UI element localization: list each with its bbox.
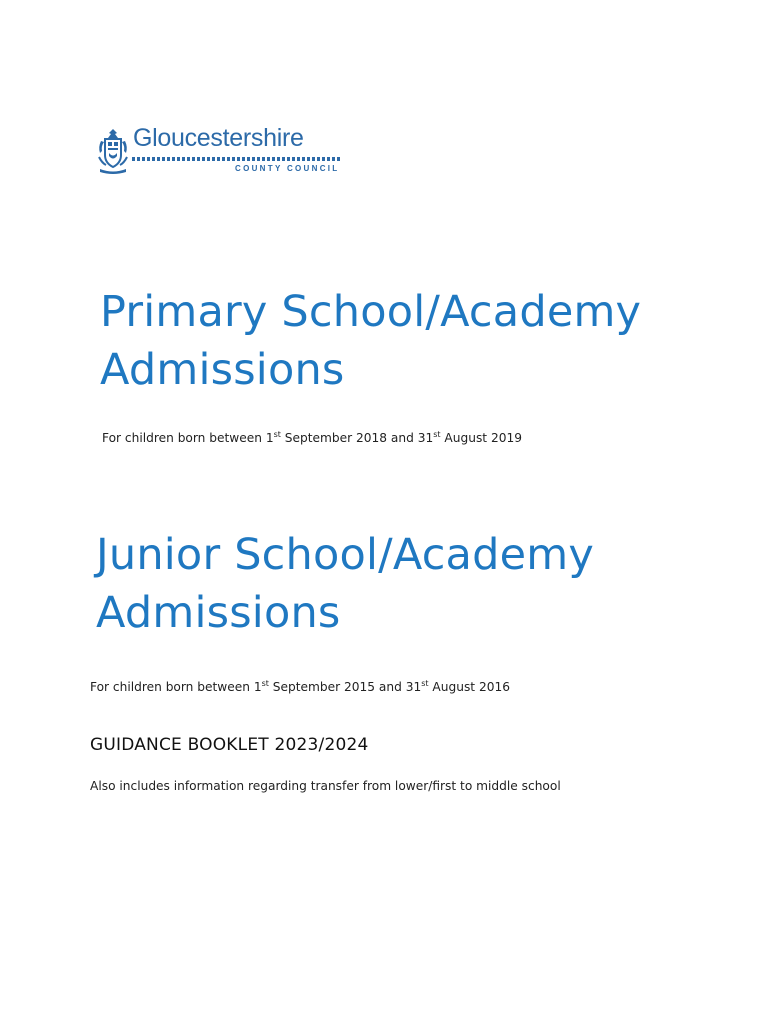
primary-dates-ordinal-1: st [273,430,281,439]
primary-dates-suffix: August 2019 [440,431,522,445]
junior-admissions-title [96,526,594,642]
primary-admissions-title [100,283,641,399]
junior-birth-date-range [90,680,510,694]
guidance-booklet-heading: GUIDANCE BOOKLET 2023/2024 [90,735,369,755]
county-crest-icon [96,127,130,175]
junior-dates-middle: September 2015 and 31 [268,680,422,694]
primary-dates-prefix: For children born between 1 [102,431,274,445]
logo-wordmark: Gloucestershire [133,124,304,152]
primary-birth-date-range [102,431,522,445]
junior-dates-ordinal-2: st [421,679,429,688]
junior-dates-prefix: For children born between 1 [90,680,262,694]
logo-dotted-rule [132,157,344,161]
primary-title-line-1: Primary School/Academy [100,287,642,337]
primary-dates-ordinal-2: st [433,430,441,439]
primary-title-line-2: Admissions [100,345,345,395]
transfer-information-note: Also includes information regarding transfer from lower/first to middle school [90,779,561,793]
junior-title-line-2: Admissions [96,588,341,638]
council-logo [96,124,356,177]
junior-title-line-1: Junior School/Academy [96,530,594,580]
logo-subtitle: COUNTY COUNCIL [235,164,340,173]
junior-dates-ordinal-1: st [261,679,269,688]
junior-dates-suffix: August 2016 [428,680,510,694]
primary-dates-middle: September 2018 and 31 [280,431,434,445]
